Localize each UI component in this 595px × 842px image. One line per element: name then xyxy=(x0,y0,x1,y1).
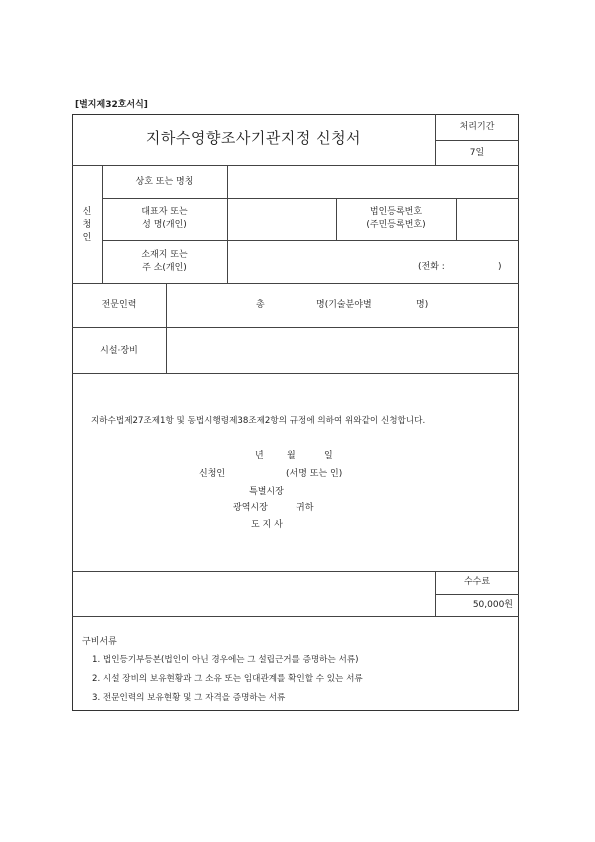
divider xyxy=(336,198,337,240)
registration-number-label-line2: (주민등록번호) xyxy=(366,220,426,230)
required-document-item: 3. 전문인력의 보유현황 및 그 자격을 증명하는 서류 xyxy=(92,693,286,703)
divider xyxy=(435,594,519,595)
recipient-honorific: 귀하 xyxy=(296,503,314,513)
staff-count-close: 명) xyxy=(416,300,429,310)
recipient-metro-city: 광역시장 xyxy=(233,503,268,513)
fee-value: 50,000원 xyxy=(472,600,513,610)
required-document-item: 2. 시설 장비의 보유현황과 그 소유 또는 임대관계를 확인할 수 있는 서류 xyxy=(92,674,363,684)
processing-period-label: 처리기간 xyxy=(459,122,495,132)
form-title: 지하수영향조사기관지정 신청서 xyxy=(145,129,362,147)
registration-number-label-line1: 법인등록번호 xyxy=(369,207,423,217)
processing-period-value: 7일 xyxy=(469,148,485,158)
date-month-label: 월 xyxy=(287,451,296,461)
application-statement: 지하수법제27조제1항 및 동법시행령제38조제2항의 규정에 의하여 위와같이 신청합니다. xyxy=(91,416,426,426)
representative-label-line1: 대표자 또는 xyxy=(141,207,188,217)
staff-count-label: 명(기술분야별 xyxy=(316,300,372,310)
recipient-governor: 도 지 사 xyxy=(251,520,283,530)
recipient-special-city: 특별시장 xyxy=(249,487,284,497)
address-field[interactable] xyxy=(228,241,518,282)
fee-label: 수수료 xyxy=(463,577,491,587)
date-year-label: 년 xyxy=(255,451,264,461)
form-number-label: [별지제32호서식] xyxy=(75,100,148,110)
equipment-label: 시설·장비 xyxy=(100,346,138,356)
required-document-item: 1. 법인등기부등본(법인이 아닌 경우에는 그 설립근거를 증명하는 서류) xyxy=(92,655,359,665)
name-field[interactable] xyxy=(228,166,518,197)
address-label-line2: 주 소(개인) xyxy=(142,263,187,273)
staff-total-label: 총 xyxy=(256,300,265,310)
phone-label: (전화 : xyxy=(418,262,445,272)
phone-close: ) xyxy=(498,262,502,272)
registration-number-field[interactable] xyxy=(457,199,518,239)
representative-label-line2: 성 명(개인) xyxy=(142,220,187,230)
staff-field[interactable] xyxy=(167,284,518,326)
equipment-field[interactable] xyxy=(167,328,518,372)
divider xyxy=(435,140,519,141)
signer-label: 신청인 xyxy=(199,469,226,479)
signature-note: (서명 또는 인) xyxy=(286,469,343,479)
address-label-line1: 소재지 또는 xyxy=(141,250,188,260)
divider xyxy=(72,616,519,617)
date-day-label: 일 xyxy=(324,451,333,461)
name-label: 상호 또는 명칭 xyxy=(135,177,194,187)
applicant-section-label: 신 청 인 xyxy=(82,207,92,243)
required-documents-heading: 구비서류 xyxy=(82,637,117,647)
representative-field[interactable] xyxy=(228,199,335,239)
divider xyxy=(72,571,519,572)
divider xyxy=(72,373,519,374)
staff-label: 전문인력 xyxy=(101,300,137,310)
